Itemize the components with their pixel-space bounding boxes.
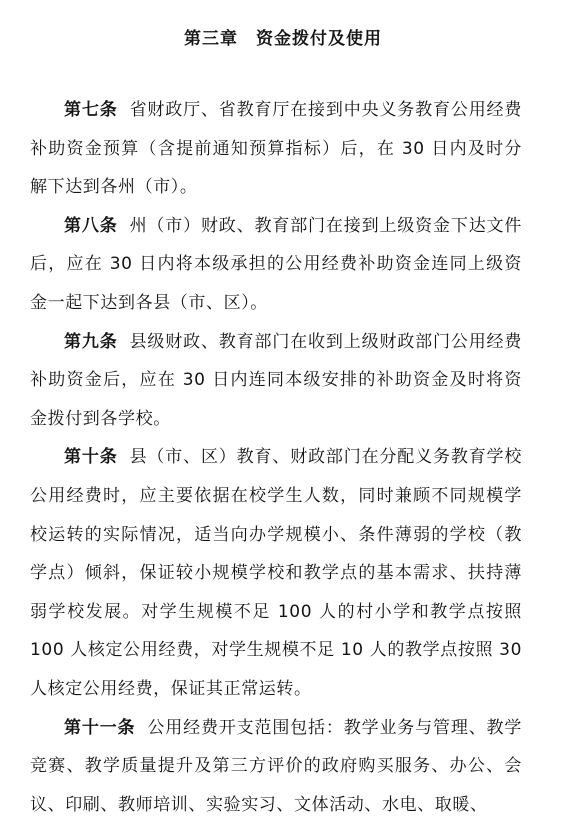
article-number: 第八条	[64, 216, 118, 236]
article-number: 第七条	[64, 100, 118, 120]
article-text: 公用经费开支范围包括：教学业务与管理、教学竞赛、教学质量提升及第三方评价的政府购买服务、办公、会议、印刷、教师培训、实验实习、文体活动、水电、取暖、	[30, 718, 522, 815]
document-body	[30, 91, 522, 824]
article-9	[30, 323, 522, 439]
article-7	[30, 91, 522, 207]
article-10	[30, 438, 522, 708]
article-number: 第十一条	[64, 718, 135, 738]
article-text: 省财政厅、省教育厅在接到中央义务教育公用经费补助资金预算（含提前通知预算指标）后，在 30 日内及时分解下达到各州（市）。	[30, 100, 522, 197]
chapter-title: 资金拨付及使用	[256, 29, 382, 49]
article-text: 县级财政、教育部门在收到上级财政部门公用经费补助资金后，应在 30 日内连同本级安排的补助资金及时将资金拨付到各学校。	[30, 332, 522, 429]
chapter-heading	[0, 26, 566, 52]
article-text: 县（市、区）教育、财政部门在分配义务教育学校公用经费时，应主要依据在校学生人数，同时兼顾不同规模学校运转的实际情况，适当向办学规模小、条件薄弱的学校（教学点）倾斜，保证较小规模学校和教学点的基本需求、扶持薄弱学校发展。对学生规模不足 100 人的村小学和教学点按照 100 人核定公用经费，对学生规模不足 10 人的教学点按照 30 人核定公用经费，保证其正常运转。	[30, 447, 522, 699]
chapter-label: 第三章	[184, 29, 238, 49]
article-number: 第九条	[64, 332, 118, 352]
article-text: 州（市）财政、教育部门在接到上级资金下达文件后，应在 30 日内将本级承担的公用经费补助资金连同上级资金一起下达到各县（市、区）。	[30, 216, 522, 313]
article-8	[30, 207, 522, 323]
article-number: 第十条	[64, 447, 118, 467]
article-11	[30, 709, 522, 824]
